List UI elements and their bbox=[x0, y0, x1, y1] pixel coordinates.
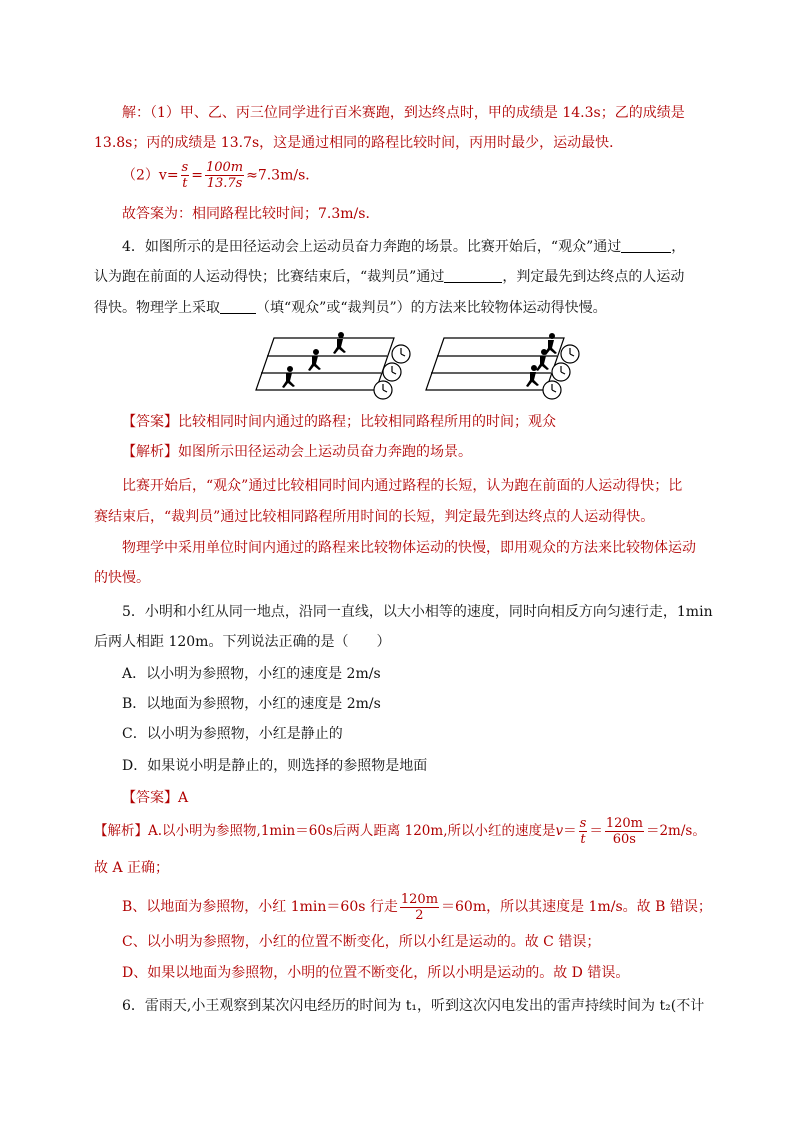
fraction-120m-over-2: $\frac{120m}{2}$ bbox=[400, 891, 439, 923]
q5-line-2: 后两人相距 120m。下列说法正确的是（ ） bbox=[94, 634, 391, 650]
q4-analysis-p3-line-1: 物理学中采用单位时间内通过的路程来比较物体运动的快慢，即用观众的方法来比较物体运动 bbox=[122, 540, 696, 556]
runner-icon bbox=[308, 349, 321, 371]
solution-line-1: 解：（1）甲、乙、丙三位同学进行百米赛跑，到达终点时，甲的成绩是 14.3s；乙的成绩是 bbox=[122, 105, 685, 121]
q5-option-c: C．以小明为参照物，小红是静止的 bbox=[122, 726, 343, 742]
q5-option-d: D．如果说小明是静止的，则选择的参照物是地面 bbox=[122, 758, 428, 774]
q5-option-a: A．以小明为参照物，小红的速度是 2m/s bbox=[122, 666, 381, 682]
q5-analysis-a: 【解析】A.以小明为参照物,1min＝60s后两人距离 120m,所以小红的速度是v＝ $\frac{s}{t}$ ＝ $\frac{120m}{60s}$ ＝2m/s。 bbox=[94, 816, 706, 847]
runner-icon bbox=[526, 365, 539, 387]
fraction-s-over-t: $\frac{s}{t}$ bbox=[579, 816, 587, 847]
solution-formula: （2）v= $\frac{s}{t}$ = $\frac{100m}{13.7s}$ ≈7.3m/s． bbox=[122, 160, 320, 191]
q5-analysis-c: C、以小明为参照物，小红的位置不断变化，所以小红是运动的。故 C 错误； bbox=[122, 934, 601, 950]
solution-answer: 故答案为：相同路程比较时间；7.3m/s． bbox=[122, 206, 380, 222]
q5-line-1: 5．小明和小红从同一地点，沿同一直线，以大小相等的速度，同时向相反方向匀速行走，1min bbox=[122, 604, 713, 620]
q4-blank-1 bbox=[621, 238, 671, 253]
q4-blank-3 bbox=[220, 299, 256, 314]
q4-analysis-p2-line-1: 比赛开始后，“观众”通过比较相同时间内通过路程的长短，认为跑在前面的人运动得快；比 bbox=[122, 478, 683, 494]
q4-analysis-p2-line-2: 赛结束后，“裁判员”通过比较相同路程所用时间的长短，判定最先到达终点的人运动得快。 bbox=[94, 509, 655, 525]
q5-analysis-b: B、以地面为参照物，小红 1min＝60s 行走 $\frac{120m}{2}$ ＝60m，所以其速度是 1m/s。故 B 错误； bbox=[122, 891, 712, 923]
q4-answer: 【答案】比较相同时间内通过的路程；比较相同路程所用的时间；观众 bbox=[122, 414, 556, 430]
fraction-120m-over-60s: $\frac{120m}{60s}$ bbox=[605, 816, 643, 847]
track-left bbox=[256, 338, 394, 390]
formula-fraction-distance-over-time: $\frac{100m}{13.7s}$ bbox=[205, 160, 244, 191]
q5-analysis-d: D、如果以地面为参照物，小明的位置不断变化，所以小明是运动的。故 D 错误。 bbox=[122, 965, 630, 981]
q4-line-3: 得快。物理学上采取 （填“观众”或“裁判员”）的方法来比较物体运动得快慢。 bbox=[94, 300, 607, 316]
q4-analysis: 【解析】如图所示田径运动会上运动员奋力奔跑的场景。 bbox=[122, 444, 472, 460]
clock-icon bbox=[374, 345, 410, 399]
runner-icon bbox=[333, 332, 346, 354]
q5-analysis-a-line-2: 故 A 正确； bbox=[94, 860, 170, 876]
q4-analysis-p3-line-2: 的快慢。 bbox=[94, 570, 150, 586]
formula-prefix: （2）v= bbox=[122, 167, 179, 184]
running-track-figure bbox=[244, 330, 582, 402]
solution-line-2: 13.8s；丙的成绩是 13.7s，这是通过相同的路程比较时间，丙用时最少，运动最快． bbox=[94, 135, 624, 151]
q5-answer: 【答案】A bbox=[122, 790, 189, 806]
q5-option-b: B．以地面为参照物，小红的速度是 2m/s bbox=[122, 696, 381, 712]
runner-icon bbox=[282, 366, 295, 388]
q4-blank-2 bbox=[444, 268, 502, 283]
formula-fraction-s-over-t: $\frac{s}{t}$ bbox=[181, 160, 189, 191]
q4-line-1: 4．如图所示的是田径运动会上运动员奋力奔跑的场景。比赛开始后，“观众”通过 ， bbox=[122, 239, 686, 255]
q4-line-2: 认为跑在前面的人运动得快；比赛结束后，“裁判员”通过 ，判定最先到达终点的人运动 bbox=[94, 269, 685, 285]
q6-line-1: 6．雷雨天,小王观察到某次闪电经历的时间为 t₁，听到这次闪电发出的雷声持续时间为 t₂(不计 bbox=[122, 998, 705, 1014]
formula-result: ≈7.3m/s． bbox=[246, 167, 320, 184]
clock-icon bbox=[543, 345, 579, 399]
